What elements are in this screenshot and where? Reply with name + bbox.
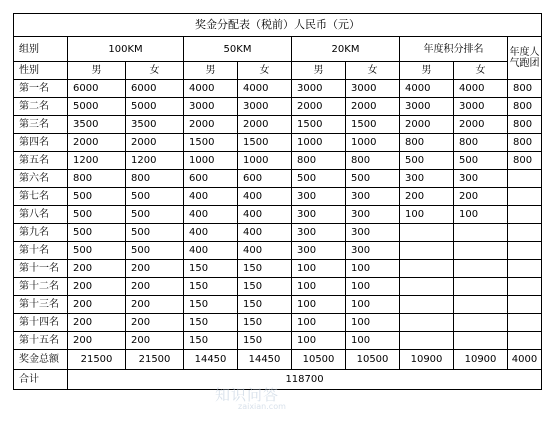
prize-cell: 100 [292,332,346,350]
group-20km: 20KM [292,37,400,62]
prize-cell: 4000 [454,80,508,98]
prize-cell [454,260,508,278]
prize-cell: 2000 [238,116,292,134]
table-row [14,242,542,260]
rank-label: 第七名 [14,188,68,206]
prize-cell: 100 [454,206,508,224]
sum-label: 奖金总额 [14,350,68,370]
prize-cell [400,242,454,260]
prize-cell: 400 [184,206,238,224]
prize-cell [454,224,508,242]
group-label: 组别 [14,37,68,62]
prize-cell: 100 [346,296,400,314]
rank-label: 第十五名 [14,332,68,350]
table-row [14,134,542,152]
table-row [14,188,542,206]
total-value: 118700 [68,370,542,390]
rank-label: 第一名 [14,80,68,98]
prize-cell: 300 [292,242,346,260]
sum-cell: 10500 [292,350,346,370]
prize-cell: 150 [238,296,292,314]
prize-cell: 2000 [400,116,454,134]
prize-cell: 200 [126,278,184,296]
prize-cell: 800 [400,134,454,152]
prize-cell [508,296,542,314]
prize-cell [400,314,454,332]
prize-cell: 400 [184,188,238,206]
rank-label: 第十二名 [14,278,68,296]
prize-cell: 6000 [68,80,126,98]
prize-cell [454,278,508,296]
group-popular-team: 年度人气跑团 [508,37,542,80]
prize-cell: 200 [400,188,454,206]
group-50km: 50KM [184,37,292,62]
prize-cell: 200 [126,296,184,314]
prize-cell: 200 [126,332,184,350]
watermark-url: zaixian.com [238,402,286,411]
prize-cell: 150 [184,296,238,314]
prize-cell [508,278,542,296]
table-body [14,14,542,390]
prize-cell: 600 [184,170,238,188]
prize-cell: 500 [346,170,400,188]
rank-label: 第四名 [14,134,68,152]
prize-cell: 100 [346,332,400,350]
prize-cell: 4000 [184,80,238,98]
prize-cell: 800 [508,98,542,116]
rank-label: 第六名 [14,170,68,188]
prize-cell [508,224,542,242]
watermark-text: 知识问答 [215,386,280,404]
prize-cell: 3000 [454,98,508,116]
rank-label: 第十四名 [14,314,68,332]
prize-cell [400,260,454,278]
prize-cell: 1500 [238,134,292,152]
prize-cell [400,278,454,296]
prize-cell: 6000 [126,80,184,98]
rank-label: 第三名 [14,116,68,134]
prize-cell: 500 [126,224,184,242]
prize-cell: 800 [292,152,346,170]
sum-cell: 21500 [126,350,184,370]
prize-cell: 500 [68,188,126,206]
prize-cell: 500 [68,224,126,242]
total-label: 合计 [14,370,68,390]
prize-cell: 500 [126,206,184,224]
prize-cell: 200 [126,314,184,332]
prize-cell: 4000 [238,80,292,98]
prize-cell: 400 [238,224,292,242]
rank-label: 第十名 [14,242,68,260]
prize-cell: 3000 [346,80,400,98]
prize-cell: 5000 [126,98,184,116]
prize-cell: 800 [346,152,400,170]
table-row [14,296,542,314]
prize-cell: 4000 [400,80,454,98]
prize-cell: 200 [126,260,184,278]
prize-cell: 500 [126,242,184,260]
prize-cell: 1500 [292,116,346,134]
prize-cell: 100 [346,278,400,296]
sum-cell: 4000 [508,350,542,370]
prize-cell: 2000 [184,116,238,134]
prize-cell: 500 [454,152,508,170]
prize-cell [454,314,508,332]
prize-cell: 200 [68,332,126,350]
prize-cell: 300 [400,170,454,188]
prize-cell: 500 [68,206,126,224]
prize-cell: 200 [68,314,126,332]
gender-header: 男 [68,62,126,80]
prize-cell [454,242,508,260]
table-row [14,224,542,242]
prize-cell: 500 [292,170,346,188]
prize-cell [454,296,508,314]
prize-cell: 500 [68,242,126,260]
prize-cell: 1500 [184,134,238,152]
table-title: 奖金分配表（税前）人民币（元） [14,14,542,37]
gender-label: 性别 [14,62,68,80]
rank-label: 第十三名 [14,296,68,314]
gender-header: 男 [400,62,454,80]
prize-cell: 2000 [292,98,346,116]
gender-header-row [14,62,542,80]
prize-cell: 1200 [126,152,184,170]
prize-cell: 100 [292,314,346,332]
prize-cell: 100 [346,260,400,278]
gender-header: 女 [238,62,292,80]
prize-cell: 100 [400,206,454,224]
prize-cell: 150 [238,260,292,278]
table-row [14,260,542,278]
prize-cell: 3500 [126,116,184,134]
prize-cell [508,314,542,332]
sum-cell: 21500 [68,350,126,370]
prize-cell: 3000 [400,98,454,116]
table-row [14,332,542,350]
group-annual-points: 年度积分排名 [400,37,508,62]
title-row [14,14,542,37]
prize-cell: 800 [508,116,542,134]
group-header-row [14,37,542,62]
gender-header: 男 [292,62,346,80]
gender-header: 女 [454,62,508,80]
prize-cell: 1000 [292,134,346,152]
table-row [14,314,542,332]
prize-cell [508,188,542,206]
prize-cell: 1000 [238,152,292,170]
prize-cell: 2000 [68,134,126,152]
gender-header: 女 [126,62,184,80]
prize-cell: 400 [184,242,238,260]
gender-header: 女 [346,62,400,80]
table-row [14,206,542,224]
prize-cell: 800 [68,170,126,188]
prize-cell: 100 [292,260,346,278]
prize-cell [508,332,542,350]
prize-cell: 3000 [292,80,346,98]
prize-cell: 150 [238,314,292,332]
prize-cell: 150 [184,260,238,278]
prize-cell: 200 [68,278,126,296]
sum-cell: 10900 [454,350,508,370]
prize-cell [508,170,542,188]
table-row [14,116,542,134]
prize-cell: 200 [454,188,508,206]
prize-cell [508,242,542,260]
prize-cell: 300 [454,170,508,188]
prize-cell: 500 [400,152,454,170]
rank-label: 第九名 [14,224,68,242]
sum-cell: 10900 [400,350,454,370]
prize-cell: 200 [68,296,126,314]
table-row [14,98,542,116]
sum-cell: 10500 [346,350,400,370]
prize-cell: 150 [238,278,292,296]
prize-cell [400,224,454,242]
prize-cell: 3000 [184,98,238,116]
prize-cell: 3000 [238,98,292,116]
table-row [14,278,542,296]
prize-cell: 500 [126,188,184,206]
prize-cell: 400 [238,242,292,260]
prize-cell: 2000 [346,98,400,116]
prize-cell: 300 [292,206,346,224]
prize-cell [400,296,454,314]
prize-cell: 600 [238,170,292,188]
prize-cell: 800 [508,134,542,152]
sum-cell: 14450 [238,350,292,370]
prize-cell [508,260,542,278]
prize-cell: 1000 [184,152,238,170]
prize-cell: 300 [346,242,400,260]
prize-cell: 300 [346,188,400,206]
prize-cell: 400 [238,188,292,206]
gender-header: 男 [184,62,238,80]
table-row [14,170,542,188]
prize-cell: 300 [346,224,400,242]
prize-cell [508,206,542,224]
prize-cell: 150 [238,332,292,350]
sum-cell: 14450 [184,350,238,370]
rank-label: 第十一名 [14,260,68,278]
prize-table [13,13,542,390]
prize-cell: 300 [292,188,346,206]
prize-cell: 400 [184,224,238,242]
rank-label: 第二名 [14,98,68,116]
prize-cell: 100 [346,314,400,332]
prize-cell: 1200 [68,152,126,170]
prize-cell: 800 [454,134,508,152]
prize-cell: 150 [184,278,238,296]
prize-cell: 100 [292,278,346,296]
prize-cell: 2000 [126,134,184,152]
prize-cell: 800 [508,152,542,170]
table-row [14,80,542,98]
prize-cell: 150 [184,332,238,350]
group-100km: 100KM [68,37,184,62]
prize-cell: 100 [292,296,346,314]
prize-cell [454,332,508,350]
prize-cell: 150 [184,314,238,332]
sum-row [14,350,542,370]
prize-cell: 800 [508,80,542,98]
prize-cell: 400 [238,206,292,224]
prize-cell: 1000 [346,134,400,152]
prize-cell: 2000 [454,116,508,134]
prize-cell [400,332,454,350]
prize-cell: 5000 [68,98,126,116]
rank-label: 第八名 [14,206,68,224]
prize-cell: 3500 [68,116,126,134]
rank-label: 第五名 [14,152,68,170]
prize-cell: 800 [126,170,184,188]
prize-cell: 1500 [346,116,400,134]
prize-cell: 300 [346,206,400,224]
prize-cell: 300 [292,224,346,242]
table-row [14,152,542,170]
prize-cell: 200 [68,260,126,278]
